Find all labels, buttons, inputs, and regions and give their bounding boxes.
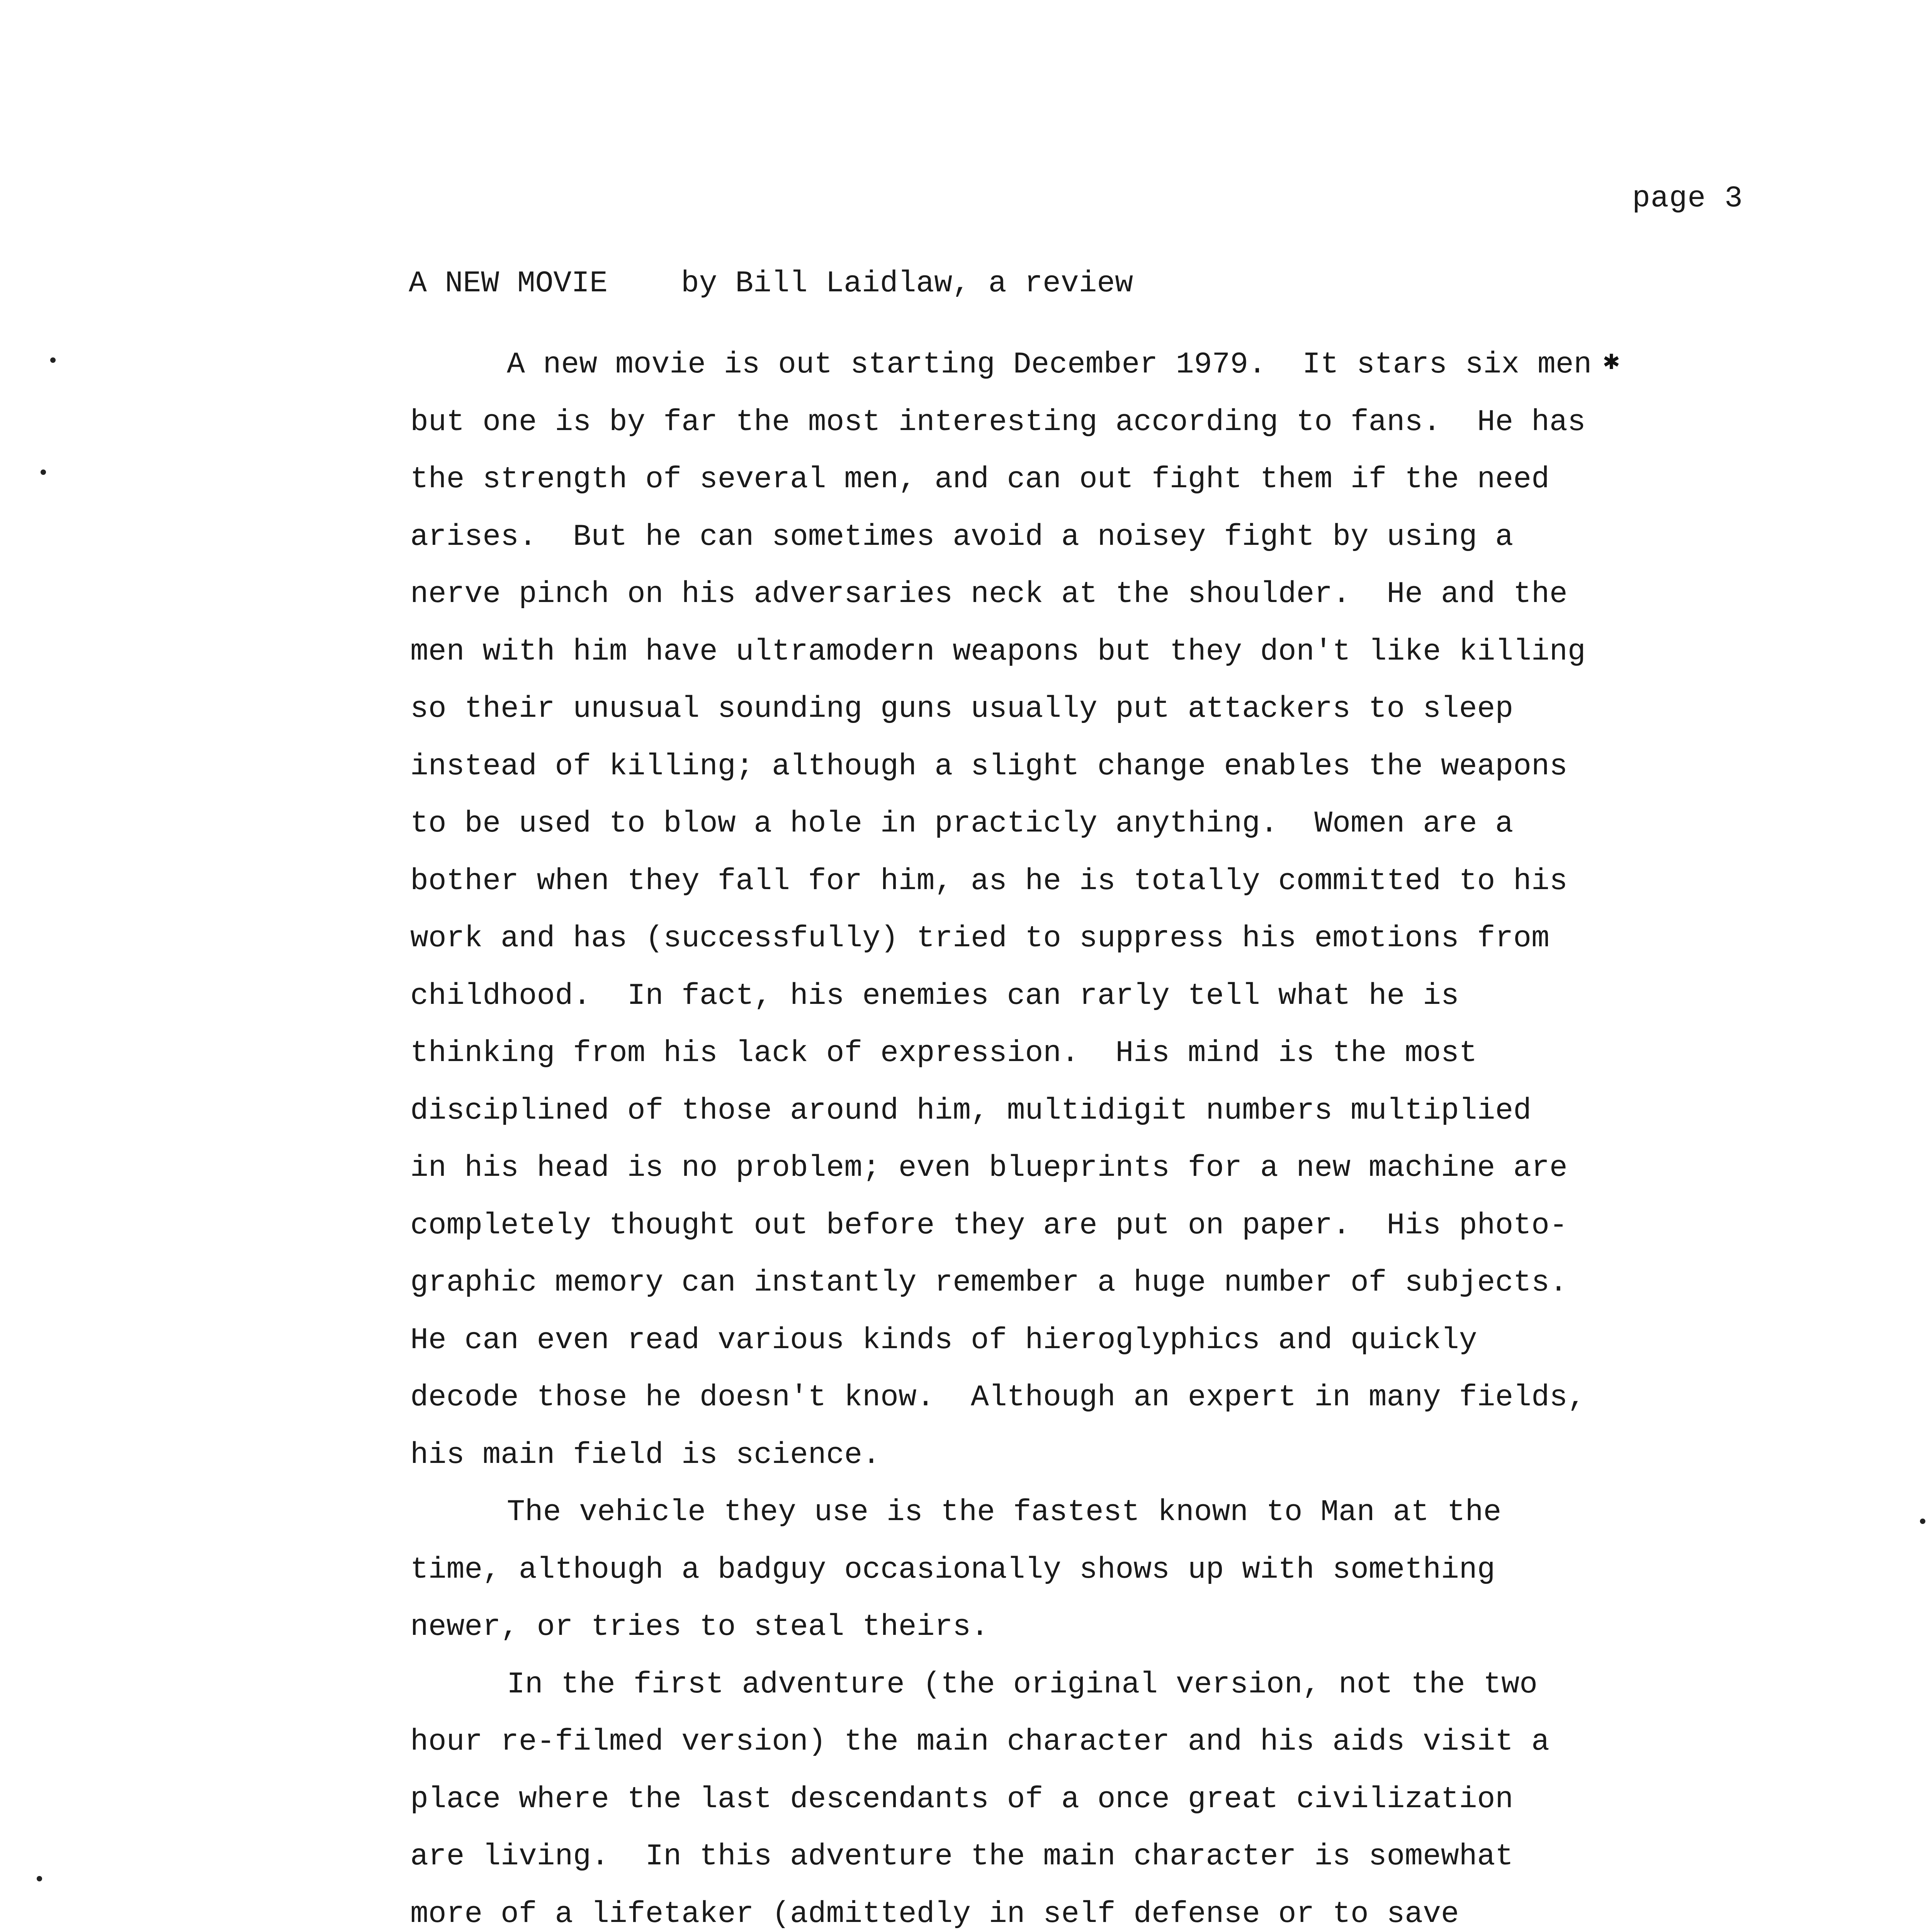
text-line: men with him have ultramodern weapons but they don't like killing (410, 634, 1586, 669)
text-line: completely thought out before they are put on paper. His photo- (410, 1208, 1568, 1243)
text-line: bother when they fall for him, as he is totally committed to his (410, 864, 1568, 898)
handwritten-asterisk: ✱ (1603, 347, 1620, 378)
text-line: A new movie is out starting December 1979. It stars six men (507, 348, 1592, 382)
text-line: but one is by far the most interesting according to fans. He has (410, 405, 1586, 439)
article-byline: by Bill Laidlaw, a review (681, 267, 1133, 301)
text-line: work and has (successfully) tried to suppress his emotions from (410, 922, 1549, 956)
text-line: nerve pinch on his adversaries neck at the shoulder. He and the (410, 577, 1568, 611)
text-line: more of a lifetaker (admittedly in self defense or to save (410, 1897, 1459, 1931)
text-line: graphic memory can instantly remember a huge number of subjects. (410, 1266, 1568, 1300)
text-line: The vehicle they use is the fastest known to Man at the (507, 1495, 1502, 1529)
text-line: the strength of several men, and can out fight them if the need (410, 463, 1549, 497)
text-line: hour re-filmed version) the main character and his aids visit a (410, 1725, 1549, 1759)
article-header (409, 267, 1133, 301)
page-number: page 3 (1632, 182, 1743, 216)
margin-dot (50, 357, 56, 363)
text-line: disciplined of those around him, multidigit numbers multiplied (410, 1094, 1532, 1128)
text-line: decode those he doesn't know. Although an expert in many fields, (410, 1381, 1586, 1415)
text-line: In the first adventure (the original version, not the two (507, 1667, 1538, 1702)
text-line: time, although a badguy occasionally shows up with something (410, 1553, 1495, 1587)
text-line: arises. But he can sometimes avoid a noisey fight by using a (410, 520, 1514, 554)
article-body (410, 336, 1685, 1932)
article-title: A NEW MOVIE (409, 267, 608, 301)
text-line: place where the last descendants of a once great civilization (410, 1782, 1514, 1816)
text-line: in his head is no problem; even blueprints for a new machine are (410, 1151, 1568, 1185)
text-line: newer, or tries to steal theirs. (410, 1610, 989, 1644)
margin-dot (41, 469, 46, 475)
margin-dot (1920, 1519, 1925, 1524)
text-line: instead of killing; although a slight change enables the weapons (410, 749, 1568, 784)
text-line: thinking from his lack of expression. His mind is the most (410, 1036, 1477, 1070)
text-line: to be used to blow a hole in practicly anything. Women are a (410, 807, 1514, 841)
text-line: are living. In this adventure the main character is somewhat (410, 1840, 1514, 1874)
text-line: so their unusual sounding guns usually put attackers to sleep (410, 692, 1514, 726)
text-line: He can even read various kinds of hieroglyphics and quickly (410, 1323, 1477, 1357)
text-line: his main field is science. (410, 1438, 880, 1472)
margin-dot (37, 1876, 42, 1881)
text-line: childhood. In fact, his enemies can rarly tell what he is (410, 979, 1459, 1013)
